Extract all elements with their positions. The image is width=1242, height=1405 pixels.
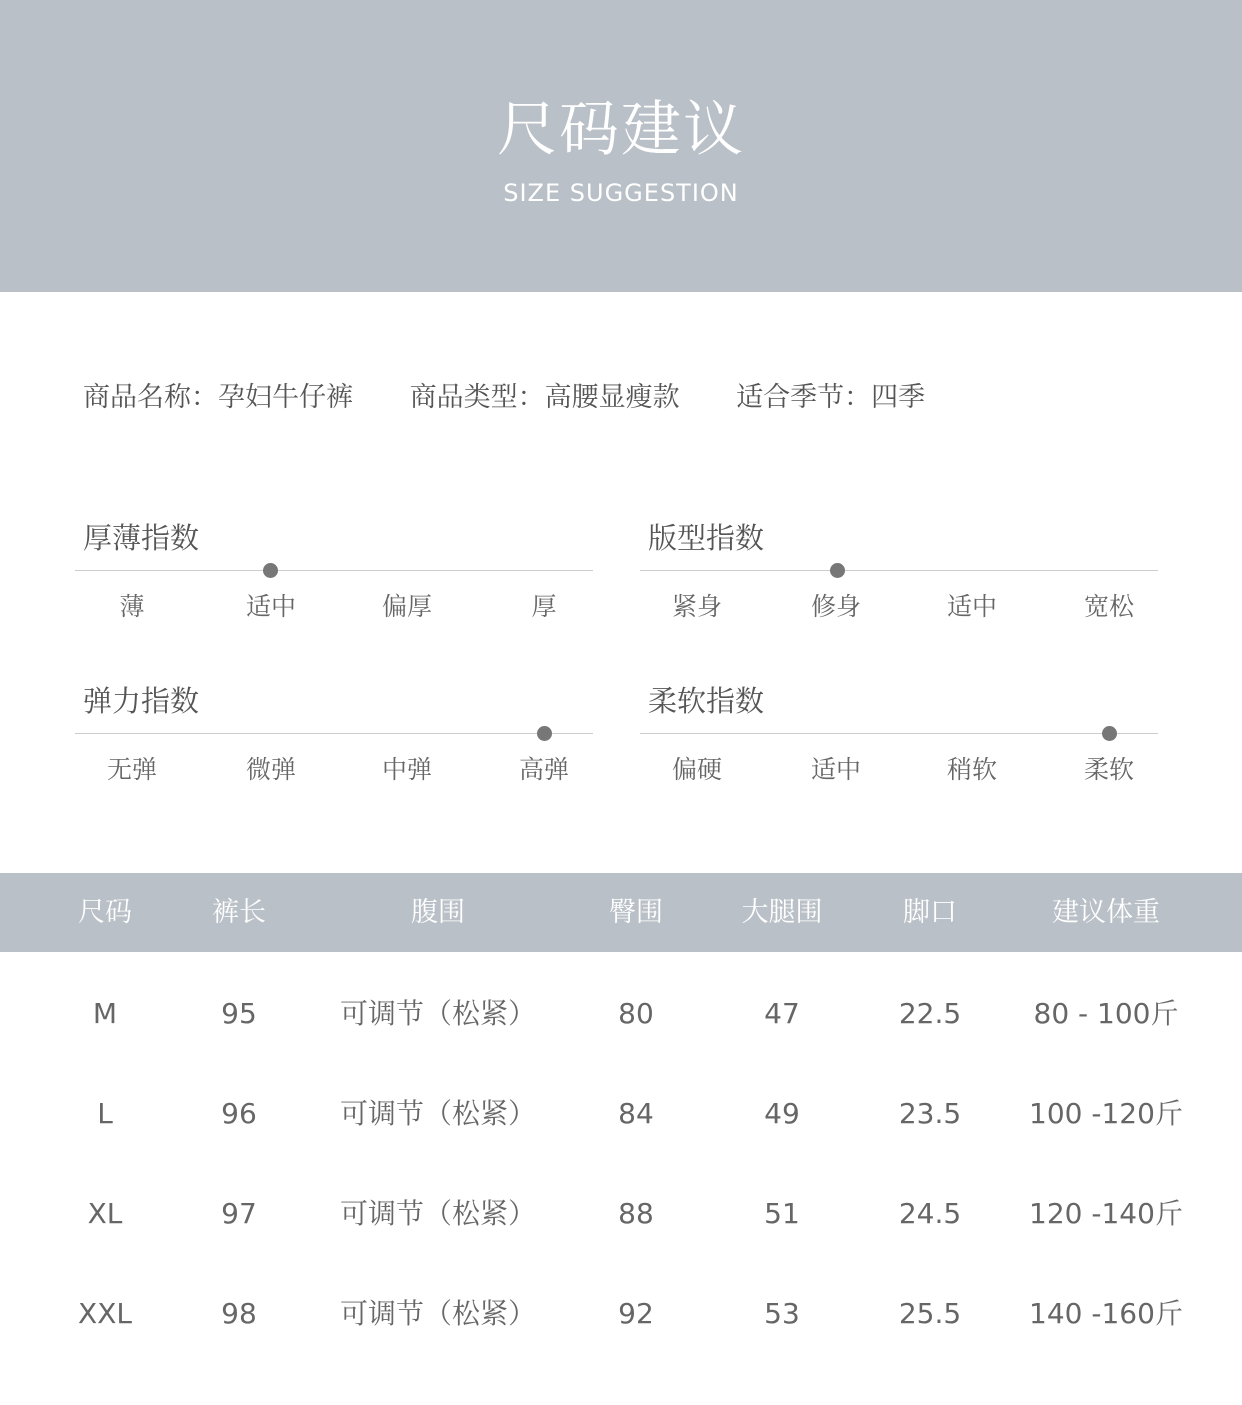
page-title: 尺码建议: [497, 95, 745, 165]
cell-hip: 80: [618, 997, 654, 1030]
index-label: 适中: [245, 592, 296, 621]
index-label: 中弹: [381, 755, 432, 784]
index-track: [75, 733, 593, 734]
cell-weight: 140 -160斤: [1029, 1297, 1183, 1330]
size-table-header: [0, 873, 1242, 952]
cell-length: 97: [221, 1197, 257, 1230]
index-track: [640, 570, 1158, 571]
index-label: 宽松: [1083, 592, 1134, 621]
column-header-length: 裤长: [212, 897, 266, 928]
table-row: [0, 964, 1242, 1064]
index-title: 柔软指数: [648, 684, 765, 718]
cell-size: XL: [87, 1197, 123, 1230]
index-label: 适中: [946, 592, 997, 621]
cell-hip: 84: [618, 1097, 654, 1130]
product-info: [83, 378, 973, 418]
cell-weight: 100 -120斤: [1029, 1097, 1183, 1130]
cell-hem: 22.5: [898, 997, 962, 1030]
column-header-weight: 建议体重: [1052, 897, 1160, 928]
index-track: [75, 570, 593, 571]
index-label: 修身: [810, 592, 861, 621]
table-row: [0, 1064, 1242, 1164]
cell-hem: 25.5: [898, 1297, 962, 1330]
index-marker: [263, 563, 278, 578]
index-label: 适中: [810, 755, 861, 784]
cell-size: M: [92, 997, 118, 1030]
cell-hem: 23.5: [898, 1097, 962, 1130]
index-label: 偏硬: [671, 755, 722, 784]
index-track: [640, 733, 1158, 734]
index-marker: [830, 563, 845, 578]
table-row: [0, 1164, 1242, 1264]
index-label: 高弹: [518, 755, 569, 784]
elasticity-index: [75, 681, 595, 791]
index-title: 弹力指数: [83, 684, 200, 718]
product-season: 适合季节：四季: [736, 382, 926, 413]
index-marker: [1102, 726, 1117, 741]
table-row: [0, 1264, 1242, 1364]
cell-hip: 92: [618, 1297, 654, 1330]
cell-thigh: 51: [764, 1197, 800, 1230]
softness-index: [640, 681, 1160, 791]
column-header-waist: 腹围: [411, 897, 465, 928]
index-label: 薄: [119, 592, 145, 621]
column-header-hip: 臀围: [609, 897, 663, 928]
cell-waist: 可调节（松紧）: [339, 1197, 536, 1230]
cell-hip: 88: [618, 1197, 654, 1230]
index-title: 厚薄指数: [83, 521, 200, 555]
cell-waist: 可调节（松紧）: [339, 1097, 536, 1130]
cell-size: L: [97, 1097, 113, 1130]
cell-size: XXL: [78, 1297, 132, 1330]
header-banner: [0, 0, 1242, 292]
cell-length: 98: [221, 1297, 257, 1330]
cell-waist: 可调节（松紧）: [339, 1297, 536, 1330]
cell-thigh: 47: [764, 997, 800, 1030]
column-header-thigh: 大腿围: [741, 897, 823, 928]
index-title: 版型指数: [648, 521, 765, 555]
cell-thigh: 53: [764, 1297, 800, 1330]
cell-hem: 24.5: [898, 1197, 962, 1230]
page-subtitle: SIZE SUGGESTION: [503, 179, 739, 207]
cell-thigh: 49: [764, 1097, 800, 1130]
index-label: 稍软: [946, 755, 997, 784]
product-name: 商品名称：孕妇牛仔裤: [83, 382, 353, 413]
index-label: 无弹: [106, 755, 157, 784]
cell-waist: 可调节（松紧）: [339, 997, 536, 1030]
cell-weight: 120 -140斤: [1029, 1197, 1183, 1230]
index-label: 微弹: [245, 755, 296, 784]
fit-index: [640, 518, 1160, 628]
cell-weight: 80 - 100斤: [1033, 997, 1179, 1030]
index-label: 厚: [531, 592, 557, 621]
product-type: 商品类型：高腰显瘦款: [409, 382, 680, 413]
thickness-index: [75, 518, 595, 628]
index-label: 偏厚: [381, 592, 432, 621]
column-header-hem: 脚口: [903, 897, 957, 928]
index-label: 紧身: [671, 592, 722, 621]
index-marker: [537, 726, 552, 741]
cell-length: 95: [221, 997, 257, 1030]
cell-length: 96: [221, 1097, 257, 1130]
column-header-size: 尺码: [78, 897, 132, 928]
index-label: 柔软: [1083, 755, 1134, 784]
